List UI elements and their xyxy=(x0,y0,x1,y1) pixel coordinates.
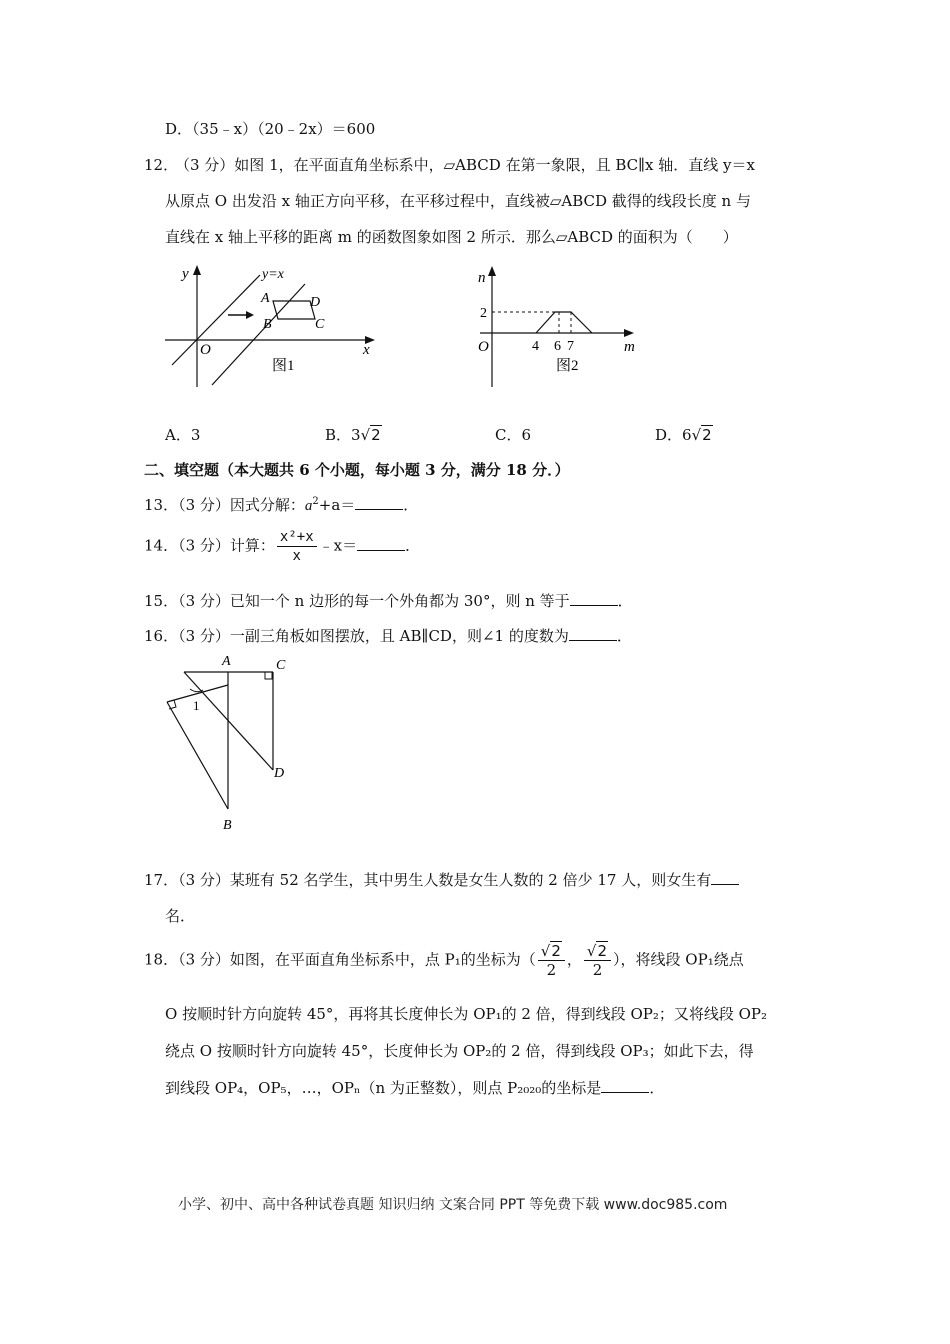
q12-option-d-text: D．6 xyxy=(655,426,692,444)
fig2-tick-4: 4 xyxy=(532,339,539,354)
q16-point-d: D xyxy=(274,766,285,781)
fig2-m-label: m xyxy=(624,339,635,355)
q16-angle-1: 1 xyxy=(193,698,200,713)
q11-option-d: D．（35﹣x）（20﹣2x）＝600 xyxy=(165,120,376,138)
q15-number: 15． xyxy=(144,592,179,610)
q12-option-b-radicand: 2 xyxy=(371,426,381,444)
q14-answer-blank xyxy=(357,536,405,551)
fig1-origin: O xyxy=(200,342,211,358)
fig1-line-label: y=x xyxy=(262,267,284,282)
fig2-caption: 图2 xyxy=(556,358,579,374)
q18-fraction-y-radicand: 2 xyxy=(597,942,608,960)
q15-end: ． xyxy=(617,592,633,610)
q18-answer-blank xyxy=(601,1078,649,1093)
q14-fraction xyxy=(277,528,317,565)
q14-numerator: x²+x xyxy=(277,528,317,547)
q17-text: （3 分）某班有 52 名学生，其中男生人数是女生人数的 2 倍少 17 人，则女生有 xyxy=(178,871,712,889)
q18-post: ），将线段 OP₁绕点 xyxy=(613,950,744,969)
q16-point-a: A xyxy=(222,654,231,669)
q18-fraction-x-denominator: 2 xyxy=(546,961,557,979)
q18-fraction-y-denominator: 2 xyxy=(592,961,603,979)
q18-fraction-y-numerator xyxy=(584,942,611,961)
q15-text: （3 分）已知一个 n 边形的每一个外角都为 30°，则 n 等于 xyxy=(178,592,570,610)
q12-line1: （3 分）如图 1，在平面直角坐标系中，▱ABCD 在第一象限，且 BC∥x 轴．直线 y＝x xyxy=(175,156,755,174)
q18-fraction-x xyxy=(538,942,565,979)
fig2-tick-2: 2 xyxy=(480,306,487,321)
page-footer: 小学、初中、高中各种试卷真题 知识归纳 文案合同 PPT 等免费下载 www.doc985.com xyxy=(178,1197,728,1213)
q15-answer-blank xyxy=(570,591,618,606)
q13 xyxy=(144,494,418,515)
q18-end: ． xyxy=(649,1079,665,1097)
q13-prefix: （3 分）因式分解： xyxy=(178,496,305,514)
q13-answer-blank xyxy=(355,495,403,510)
q16-end: ． xyxy=(616,627,632,645)
q18-prefix: （3 分）如图，在平面直角坐标系中，点 P₁的坐标为（ xyxy=(178,950,536,969)
sqrt-symbol: √ xyxy=(360,426,371,444)
q18-comma: ， xyxy=(566,950,582,969)
q12-line3: 直线在 x 轴上平移的距离 m 的函数图象如图 2 所示．那么▱ABCD 的面积为（ ） xyxy=(165,228,738,246)
q12-figure-2 xyxy=(470,262,650,390)
fig2-n-label: n xyxy=(478,270,486,286)
q14-rest: ﹣x＝ xyxy=(318,536,358,555)
sqrt-symbol: √ xyxy=(586,942,597,960)
q18-fraction-y xyxy=(584,942,611,979)
sqrt-symbol: √ xyxy=(540,942,551,960)
q16-text: （3 分）一副三角板如图摆放，且 AB∥CD，则∠1 的度数为 xyxy=(178,627,569,645)
q17-answer-blank xyxy=(711,870,739,885)
q18-fraction-x-numerator xyxy=(538,942,565,961)
q16 xyxy=(144,625,632,646)
fig1-caption: 图1 xyxy=(272,358,295,374)
q18-number: 18． xyxy=(144,950,179,969)
q12-option-a: A．3 xyxy=(165,426,201,444)
fig2-tick-6: 6 xyxy=(554,339,561,354)
q13-rest: +a＝ xyxy=(318,496,356,514)
q14 xyxy=(144,528,420,565)
q12-figure-1 xyxy=(160,262,380,392)
q12-option-b xyxy=(325,424,382,445)
q14-number: 14． xyxy=(144,536,179,555)
q12-option-d xyxy=(655,424,713,445)
q16-figure xyxy=(155,652,295,837)
q13-exponent: 2 xyxy=(312,496,319,507)
q18-fraction-x-radicand: 2 xyxy=(551,942,561,960)
fig2-origin: O xyxy=(478,339,489,355)
q14-prefix: （3 分）计算： xyxy=(178,536,275,555)
fig1-x-label: x xyxy=(363,342,370,358)
q17 xyxy=(144,869,739,890)
q16-point-b: B xyxy=(223,818,232,833)
fig1-point-d: D xyxy=(310,295,321,310)
q18-line2: O 按顺时针方向旋转 45°，再将其长度伸长为 OP₁的 2 倍，得到线段 OP₂；又将线段 OP₂ xyxy=(165,1005,768,1023)
q12-option-c: C．6 xyxy=(495,426,532,444)
q18 xyxy=(144,942,744,979)
q18-line4: 到线段 OP₄，OP₅，…，OPₙ（n 为正整数），则点 P₂₀₂₀的坐标是 xyxy=(165,1079,602,1097)
q13-end: ． xyxy=(403,496,419,514)
q16-point-c: C xyxy=(276,658,286,673)
q18-line4-wrap xyxy=(165,1077,664,1098)
q13-number: 13． xyxy=(144,496,179,514)
q12-option-d-radicand: 2 xyxy=(702,426,712,444)
q17-line2: 名． xyxy=(165,907,196,925)
q13-var: a xyxy=(304,498,313,514)
q14-end: ． xyxy=(405,536,421,555)
fig1-point-c: C xyxy=(315,317,325,332)
q14-denominator: x xyxy=(292,548,301,564)
q12-option-b-text: B．3 xyxy=(325,426,361,444)
q17-number: 17． xyxy=(144,871,179,889)
fig1-point-b: B xyxy=(263,317,272,332)
q12-line2: 从原点 O 出发沿 x 轴正方向平移，在平移过程中，直线被▱ABCD 截得的线段长度 n 与 xyxy=(165,192,751,210)
q15 xyxy=(144,590,633,611)
fig1-point-a: A xyxy=(261,291,270,306)
section-2-heading: 二、填空题（本大题共 6 个小题，每小题 3 分，满分 18 分．） xyxy=(144,461,570,479)
q16-number: 16． xyxy=(144,627,179,645)
fig2-tick-7: 7 xyxy=(567,339,574,354)
q16-answer-blank xyxy=(569,626,617,641)
fig1-y-label: y xyxy=(182,266,189,282)
q18-line3: 绕点 O 按顺时针方向旋转 45°，长度伸长为 OP₂的 2 倍，得到线段 OP₃；如此下去，得 xyxy=(165,1042,754,1060)
sqrt-symbol: √ xyxy=(691,426,702,444)
q12-number: 12． xyxy=(144,156,179,174)
